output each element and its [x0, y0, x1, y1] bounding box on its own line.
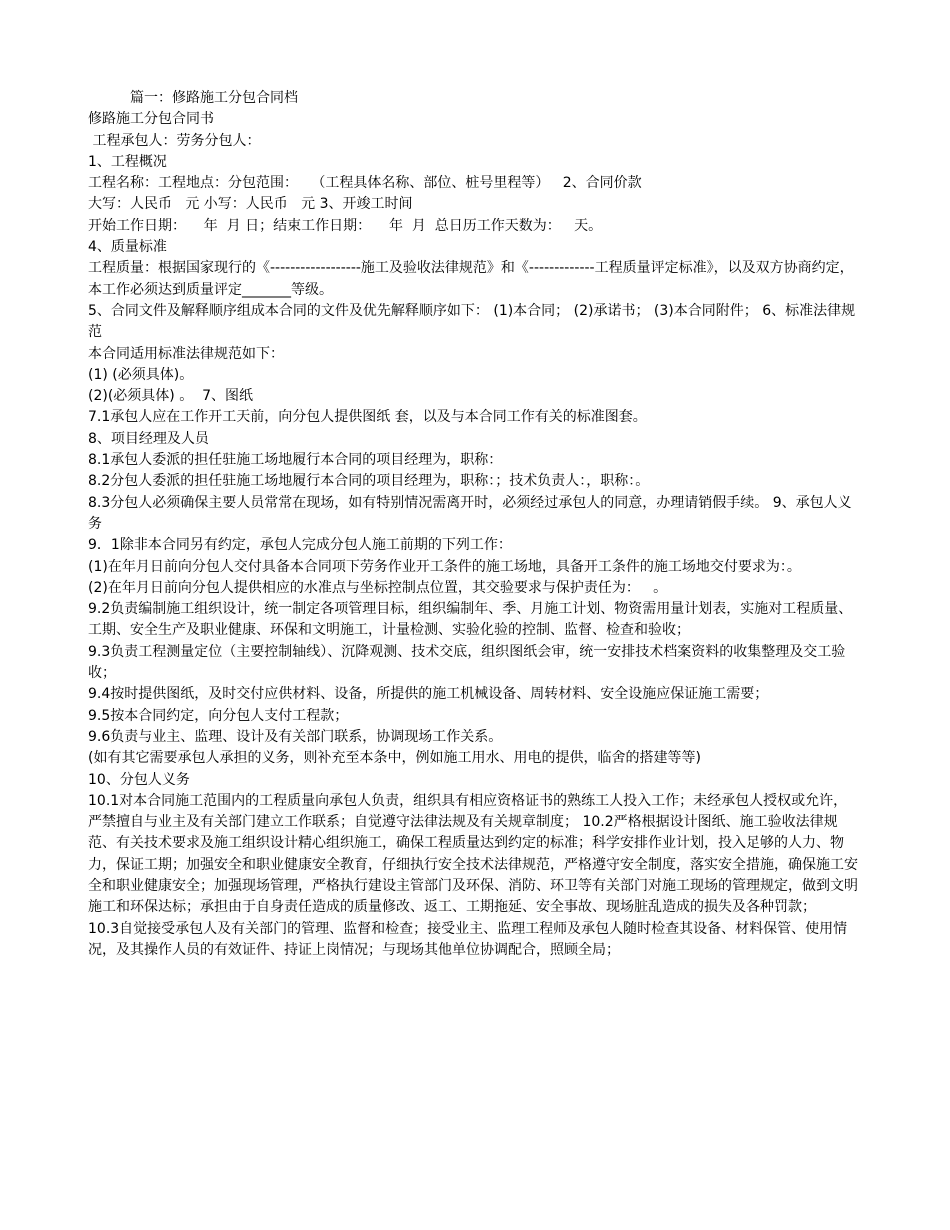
- paragraph: 10.3自觉接受承包人及有关部门的管理、监督和检查；接受业主、监理工程师及承包人随时检查其设备、材料保管、使用情况，及其操作人员的有效证件、持证上岗情况；与现场其他单位协调配合，照顾全局；: [88, 920, 848, 958]
- paragraph: 工程名称：工程地点：分包范围： （工程具体名称、部位、桩号里程等） 2、合同价款: [88, 175, 642, 192]
- paragraph: 9.2负责编制施工组织设计，统一制定各项管理目标，组织编制年、季、月施工计划、物资需用量计划表，实施对工程质量、工期、安全生产及职业健康、环保和文明施工，计量检测、实验化验的控制、监督、检查和验收；: [88, 601, 853, 639]
- paragraph: 5、合同文件及解释顺序组成本合同的文件及优先解释顺序如下： (1)本合同； (2)承诺书； (3)本合同附件； 6、标准法律规范: [88, 302, 856, 341]
- paragraph: 工程质量：根据国家现行的《------------------施工及验收法律规范》和《-------------工程质量评定标准》，以及双方协商约定，本工作必须达到质量评定_______等级。: [88, 260, 854, 298]
- paragraph: 8.3分包人必须确保主要人员常常在现场，如有特别情况需离开时，必须经过承包人的同意，办理请销假手续。 9、承包人义务: [88, 494, 852, 532]
- section-heading: 8、项目经理及人员: [88, 430, 209, 447]
- paragraph: 9.6负责与业主、监理、设计及有关部门联系，协调现场工作关系。: [88, 728, 503, 745]
- contract-heading: 修路施工分包合同书: [88, 111, 214, 128]
- paragraph: (2)(必须具体) 。 7、图纸: [88, 388, 254, 405]
- paragraph: 8.1承包人委派的担任驻施工场地履行本合同的项目经理为，职称：: [88, 452, 503, 469]
- paragraph: 9．1除非本合同另有约定，承包人完成分包人施工前期的下列工作：: [88, 537, 512, 554]
- paragraph: 9.4按时提供图纸，及时交付应供材料、设备，所提供的施工机械设备、周转材料、安全设施应保证施工需要；: [88, 686, 769, 703]
- paragraph: 8.2分包人委派的担任驻施工场地履行本合同的项目经理为，职称：；技术负责人：，职称：。: [88, 473, 650, 490]
- paragraph: 大写：人民币 元 小写：人民币 元 3、开竣工时间: [88, 196, 413, 213]
- paragraph: 10.1对本合同施工范围内的工程质量向承包人负责，组织具有相应资格证书的熟练工人投入工作；未经承包人授权或允许，严禁擅自与业主及有关部门建立工作联系；自觉遵守法律法规及有关规章制度； 10.2严格根据设计图纸、施工验收法律规范、有关技术要求及施工组织设计精心组织施工，确保工程质量达到约定的标准；科学安排作业计划，投入足够的人力、物力，保证工期；加强安全和职业健康安全教育，仔细执行安全技术法律规范，严格遵守安全制度，落实安全措施，确保施工安全和职业健康安全；加强现场管理，严格执行建设主管部门及环保、消防、环卫等有关部门对施工现场的管理规定，做到文明施工和环保达标；承担由于自身责任造成的质量修改、返工、工期拖延、安全事故、现场脏乱造成的损失及各种罚款；: [88, 792, 858, 916]
- paragraph: 工程承包人：劳务分包人：: [88, 132, 261, 149]
- paragraph: (1) (必须具体)。: [88, 366, 194, 383]
- section-heading: 4、质量标准: [88, 239, 167, 256]
- paragraph: (如有其它需要承包人承担的义务，则补充至本条中，例如施工用水、用电的提供，临舍的搭建等等): [88, 750, 701, 767]
- document-title: 篇一：修路施工分包合同档: [130, 90, 298, 106]
- paragraph: (1)在年月日前向分包人交付具备本合同项下劳务作业开工条件的施工场地，具备开工条件的施工场地交付要求为：。: [88, 558, 801, 575]
- paragraph: 9.5按本合同约定，向分包人支付工程款；: [88, 707, 349, 724]
- document-page: [88, 88, 858, 961]
- paragraph: 7.1承包人应在工作开工天前，向分包人提供图纸 套，以及与本合同工作有关的标准图套。: [88, 409, 647, 426]
- section-heading: 10、分包人义务: [88, 771, 190, 788]
- paragraph: 开始工作日期： 年 月 日；结束工作日期： 年 月 总日历工作天数为： 天。: [88, 217, 603, 234]
- paragraph: 9.3负责工程测量定位（主要控制轴线）、沉降观测、技术交底，组织图纸会审，统一安排技术档案资料的收集整理及交工验收；: [88, 643, 846, 682]
- section-heading: 1、工程概况: [88, 153, 167, 170]
- paragraph: (2)在年月日前向分包人提供相应的水准点与坐标控制点位置，其交验要求与保护责任为： 。: [88, 579, 668, 596]
- paragraph: 本合同适用标准法律规范如下：: [88, 345, 284, 362]
